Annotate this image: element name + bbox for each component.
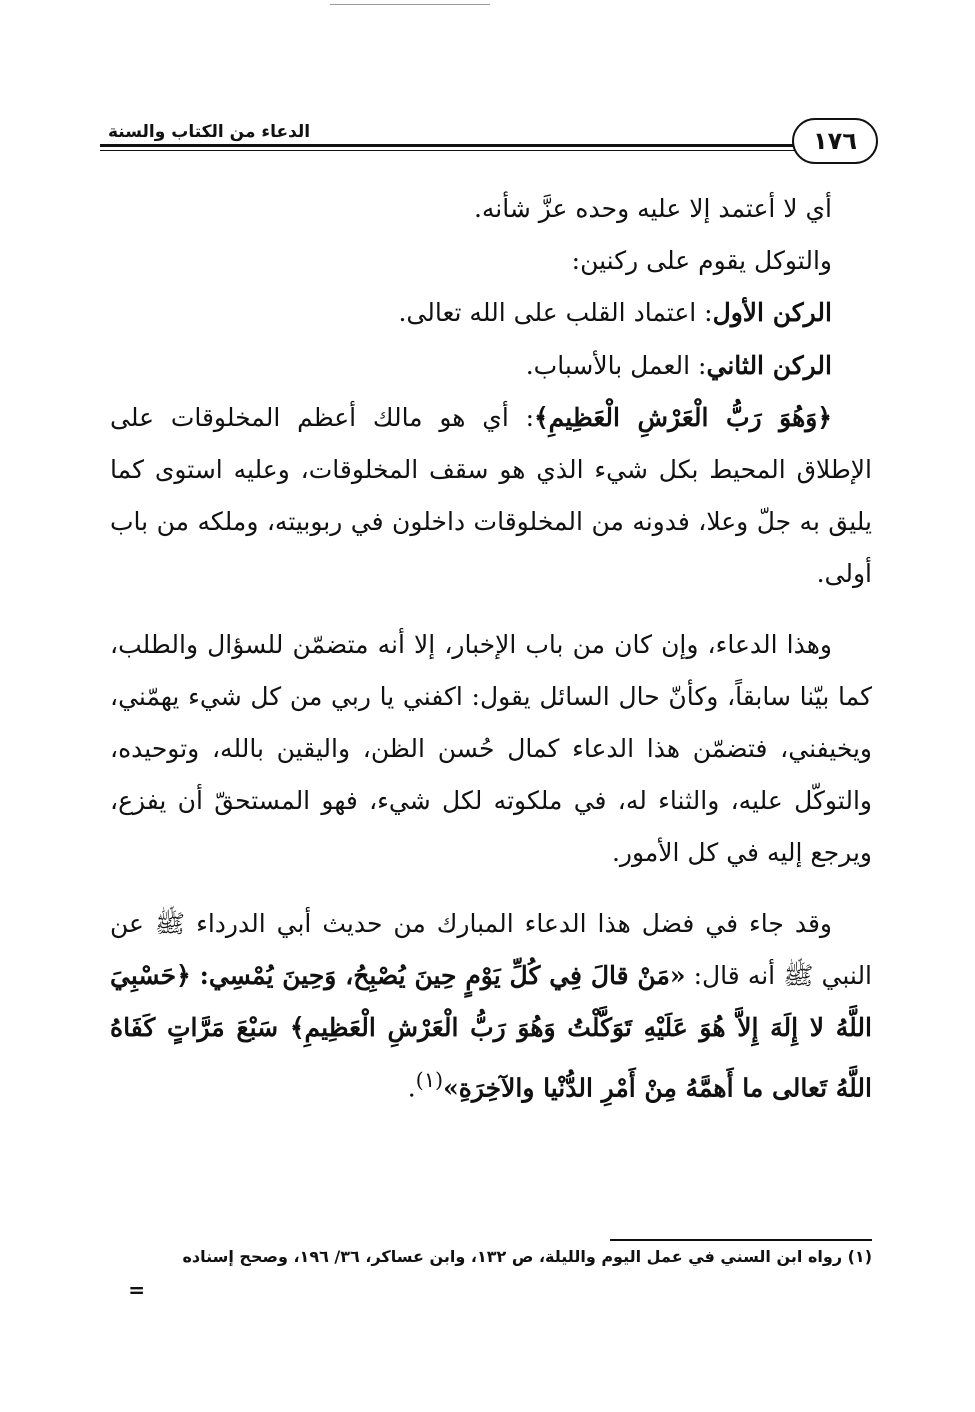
footnote-reference: (١): [415, 1068, 444, 1093]
page-number: ١٧٦: [813, 127, 857, 155]
verse-commentary: : أي هو مالك أعظم المخلوقات على الإطلاق المحيط بكل شيء الذي هو سقف المخلوقات، وعليه استوى كما يليق به جلّ وعلا، فدونه من المخلوقات داخلون في ربوبيته، وملكه من باب أولى.: [110, 402, 872, 589]
running-title: الدعاء من الكتاب والسنة: [108, 122, 311, 142]
quran-verse: ﴿وَهُوَ رَبُّ الْعَرْشِ الْعَظِيمِ﴾: [534, 402, 833, 432]
page-header: [100, 118, 880, 166]
first-pillar-label: الركن الأول: [712, 298, 832, 328]
hadith-intro: وقد جاء في فضل هذا الدعاء المبارك من حديث أبي الدرداء ﷺ عن النبي ﷺ أنه قال:: [110, 908, 873, 990]
paragraph-2: والتوكل يقوم على ركنين:: [571, 246, 832, 276]
top-edge-rule: [330, 4, 490, 5]
footnote: (١) رواه ابن السني في عمل اليوم والليلة، ص ١٣٢، وابن عساكر، ٣٦/ ١٩٦، وصحح إسناده: [182, 1247, 872, 1266]
paragraph-6: وهذا الدعاء، وإن كان من باب الإخبار، إلا أنه متضمّن للسؤال والطلب، كما بيّنا سابقاً، وكأنّ حال السائل يقول: اكفني يا ربي من كل شيء يهمّني، ويخيفني، فتضمّن هذا الدعاء كمال حُسن الظن، واليقين بالله، وتوحيده، والتوكّل عليه، والثناء له، في ملكوته لكل شيء، فهو المستحقّ أن يفزع، ويرجع إليه في كل الأمور.: [110, 629, 872, 868]
page-number-frame: [792, 118, 878, 164]
paragraph-1: أي لا أعتمد إلا عليه وحده عزَّ شأنه.: [473, 194, 832, 223]
header-rule-thick: [100, 144, 800, 147]
paragraph-end: .: [407, 1073, 416, 1103]
footnote-rule: [610, 1239, 872, 1241]
header-rule-thin: [100, 150, 800, 151]
first-pillar-text: : اعتماد القلب على الله تعالى.: [398, 298, 713, 328]
paragraph-7: [110, 898, 872, 1115]
paragraph-4: [110, 340, 872, 392]
hadith-text: «مَنْ قالَ فِي كُلِّ يَوْمٍ حِينَ يُصْبِحُ، وَحِينَ يُمْسِي: ﴿حَسْبِيَ اللَّهُ لا إِلَهَ إِلاَّ هُوَ عَلَيْهِ تَوَكَّلْتُ وَهُوَ رَبُّ الْعَرْشِ الْعَظِيمِ﴾ سَبْعَ مَرَّاتٍ كَفَاهُ اللَّهُ تَعالى ما أَهمَّهُ مِنْ أَمْرِ الدُّنْيا والآخِرَةِ»: [110, 960, 872, 1103]
second-pillar-text: : العمل بالأسباب.: [525, 350, 707, 380]
paragraph-3: [110, 287, 872, 339]
second-pillar-label: الركن الثاني: [706, 350, 832, 380]
paragraph-5: [110, 392, 872, 601]
continuation-mark: =: [128, 1278, 145, 1302]
body-text: [110, 183, 872, 1115]
